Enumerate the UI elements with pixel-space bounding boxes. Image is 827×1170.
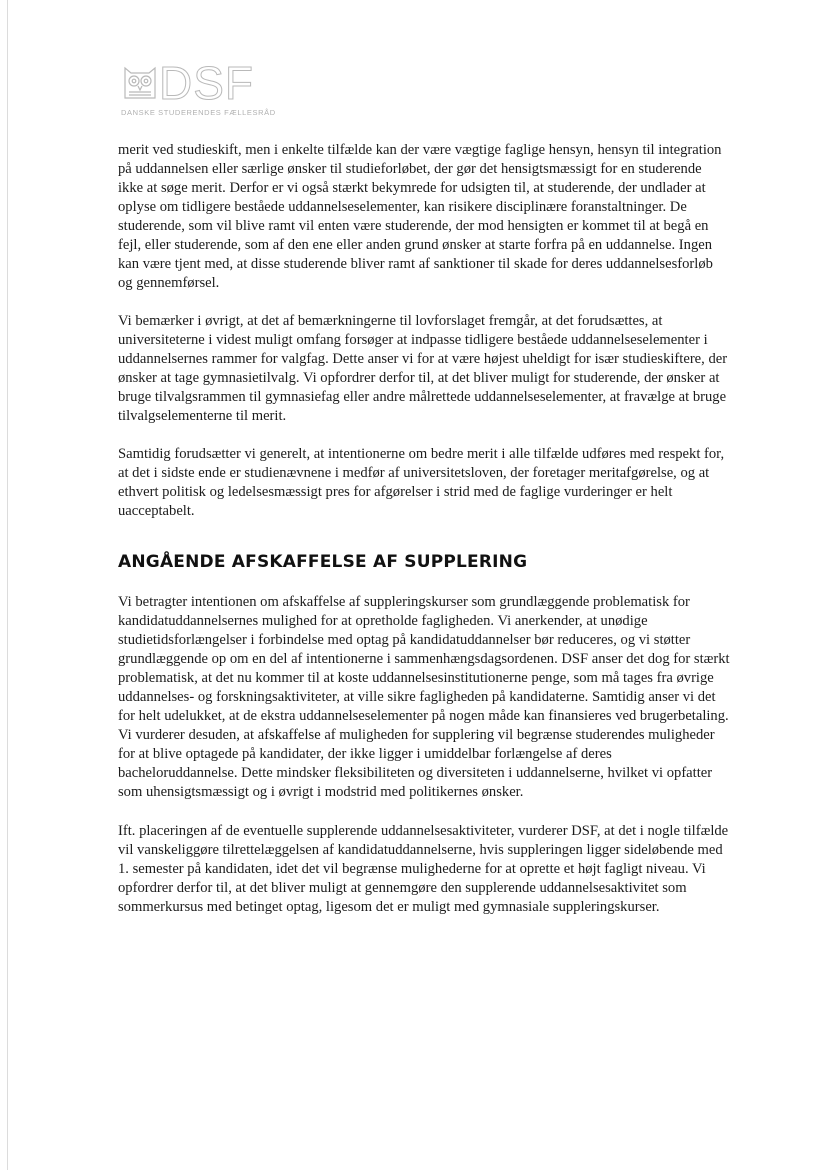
logo-subtitle: DANSKE STUDERENDES FÆLLESRÅD: [121, 108, 276, 117]
logo-wordmark: DSF: [159, 57, 254, 109]
paragraph-studienaevn: Samtidig forudsætter vi generelt, at intentionerne om bedre merit i alle tilfælde udføres med respekt for, at det i sidste ende er studienævnene i medfør af universitetsloven, der foretager meritafgørelse, og at ethvert politisk og ledelsesmæssigt pres for afgørelser i strid med de faglige vurderinger er helt uacceptabelt.: [118, 446, 725, 519]
document-body: [118, 141, 730, 917]
paragraph-merit-studieskift: merit ved studieskift, men i enkelte tilfælde kan der være vægtige faglige hensyn, hensyn til integration på uddannelsen eller særlige ønsker til studieforløbet, der gør det hensigtsmæssigt for en studerende ikke at søge merit. Derfor er vi også stærkt bekymrede for udsigten til, at studerende, der undlader at oplyse om tidligere beståede uddannelseselementer, kan risikere disciplinære foranstaltninger. De studerende, som vil blive ramt vil enten være studerende, der mod hensigten er kommet til at begå en fejl, eller studerende, som af den ene eller anden grund ønsker at starte forfra på en uddannelse. Ingen kan være tjent med, at disse studerende bliver ramt af sanktioner til skade for deres uddannelsesforløb og gennemførsel.: [118, 142, 722, 291]
paragraph-placering: Ift. placeringen af de eventuelle supplerende uddannelsesaktiviteter, vurderer DSF, at det i nogle tilfælde vil vanskeliggøre tilrettelæggelsen af kandidatuddannelserne, hvis suppleringen ligger sideløbende med 1. semester på kandidaten, idet det vil begrænse mulighederne for at oprette et højt fagligt niveau. Vi opfordrer derfor til, at det bliver muligt at gennemgøre den supplerende uddannelsesaktivitet som sommerkursus med betinget optag, ligesom det er muligt med gymnasiale suppleringskurser.: [118, 823, 729, 915]
owl-icon: [121, 64, 159, 102]
paragraph-suppleringskurser: Vi betragter intentionen om afskaffelse af suppleringskurser som grundlæggende problematisk for kandidatuddannelsernes mulighed for at opretholde fagligheden. Vi anerkender, at unødige studietidsforlængelser i forbindelse med optag på kandidatuddannelser bør reduceres, og vi støtter grundlæggende op om en del af intentionerne i sammenhængsdagsordenen. DSF anser det dog for stærkt problematisk, at det nu kommer til at koste uddannelsesinstitutionerne penge, som må tages fra øvrige uddannelses- og forskningsaktiviteter, at ville sikre fagligheden på kandidaterne. Samtidig anser vi det for helt udelukket, at de ekstra uddannelseselementer på nogen måde kan finansieres ved brugerbetaling. Vi vurderer desuden, at afskaffelse af muligheden for supplering vil begrænse studerendes muligheder for at blive optagede på kandidater, der ikke ligger i umiddelbar forlængelse af deres bacheloruddannelse. Dette mindsker fleksibiliteten og diversiteten i uddannelserne, hvilket vi opfatter som uhensigtsmæssigt og i øvrigt i modstrid med politikernes ønsker.: [118, 594, 730, 800]
page-edge-line: [7, 0, 8, 1170]
section-heading: ANGÅENDE AFSKAFFELSE AF SUPPLERING: [118, 552, 528, 572]
paragraph-valgfag: Vi bemærker i øvrigt, at det af bemærkningerne til lovforslaget fremgår, at det forudsættes, at universiteterne i videst muligt omfang forsøger at indpasse tidligere beståede uddannelseselementer i uddannelsernes rammer for valgfag. Dette anser vi for at være højest uheldigt for især studieskiftere, der ønsker at tage gymnasietilvalg. Vi opfordrer derfor til, at det bliver muligt for studerende, der ønsker at bruge tilvalgsrammen til gymnasiefag eller andre målrettede uddannelseselementer, at fravælge at bruge tilvalgselementerne til merit.: [118, 313, 728, 424]
dsf-logo: [121, 57, 276, 124]
